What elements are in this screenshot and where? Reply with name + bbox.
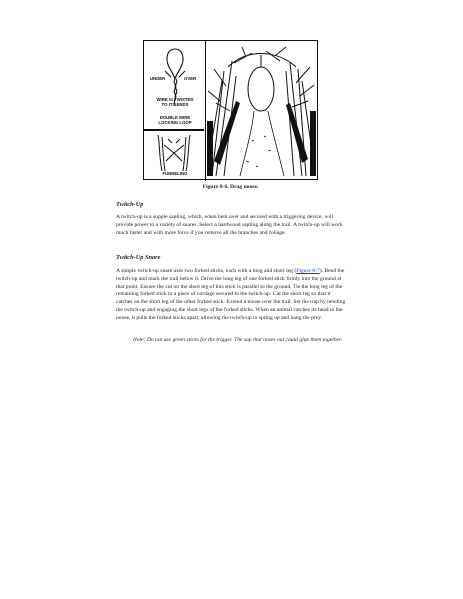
label-double-wire-loop: DOUBLE WIRE LOCKING LOOP [158, 115, 192, 125]
label-funneling: FUNNELING [162, 171, 188, 176]
figure-caption: Figure 8-6. Drag noose. [202, 184, 259, 190]
note-green-sticks: Note: Do not use green sticks for the trigger. The sap that oozes out could glue them together. [133, 337, 343, 343]
figure-insets [144, 41, 206, 181]
paragraph-text-end: ). Bend the twitch-up and mark the trail below it. Drive the long leg of one forked stick firmly into the ground at that point. Ensure the cut on the short leg of this stick is parallel to the ground. Tie the long leg of the remaining forked stick to a piece of cordage secured to the twitch-up. Cut the short leg so that it catches on the short leg of the other forked stick. Extend a noose over the trail. Set the trap by bending the twitch-up and engaging the short legs of the forked sticks. When an animal catches its head in the noose, it pulls the forked sticks apart, allowing the twitch-up to spring up and hang the prey. [116, 268, 346, 321]
figure-drag-noose [143, 40, 318, 180]
label-over: OVER [184, 76, 197, 81]
paragraph-twitch-up: A twitch-up is a supple sapling, which, when bent over and secured with a triggering device, will provide power to a variety of snares. Select a hardwood sapling along the trail. A twitch-up will work much faster and with more force if you remove all the branches and foliage. [116, 214, 343, 236]
label-under: UNDER [150, 76, 166, 81]
figure-8-7-link[interactable]: Figure 8-7 [296, 268, 320, 274]
paragraph-twitch-up-snare [116, 268, 346, 323]
section-heading-twitch-up: Twitch-Up [116, 201, 144, 208]
paragraph-text-start: A simple twitch-up snare uses two forked sticks, each with a long and short leg ( [116, 268, 297, 274]
section-heading-twitch-up-snare: Twitch-Up Snare [116, 254, 161, 261]
label-wire-twisted: WIRE IS TWISTED TO ITS ENDS [156, 97, 194, 107]
trail-scene-illustration [206, 41, 317, 178]
